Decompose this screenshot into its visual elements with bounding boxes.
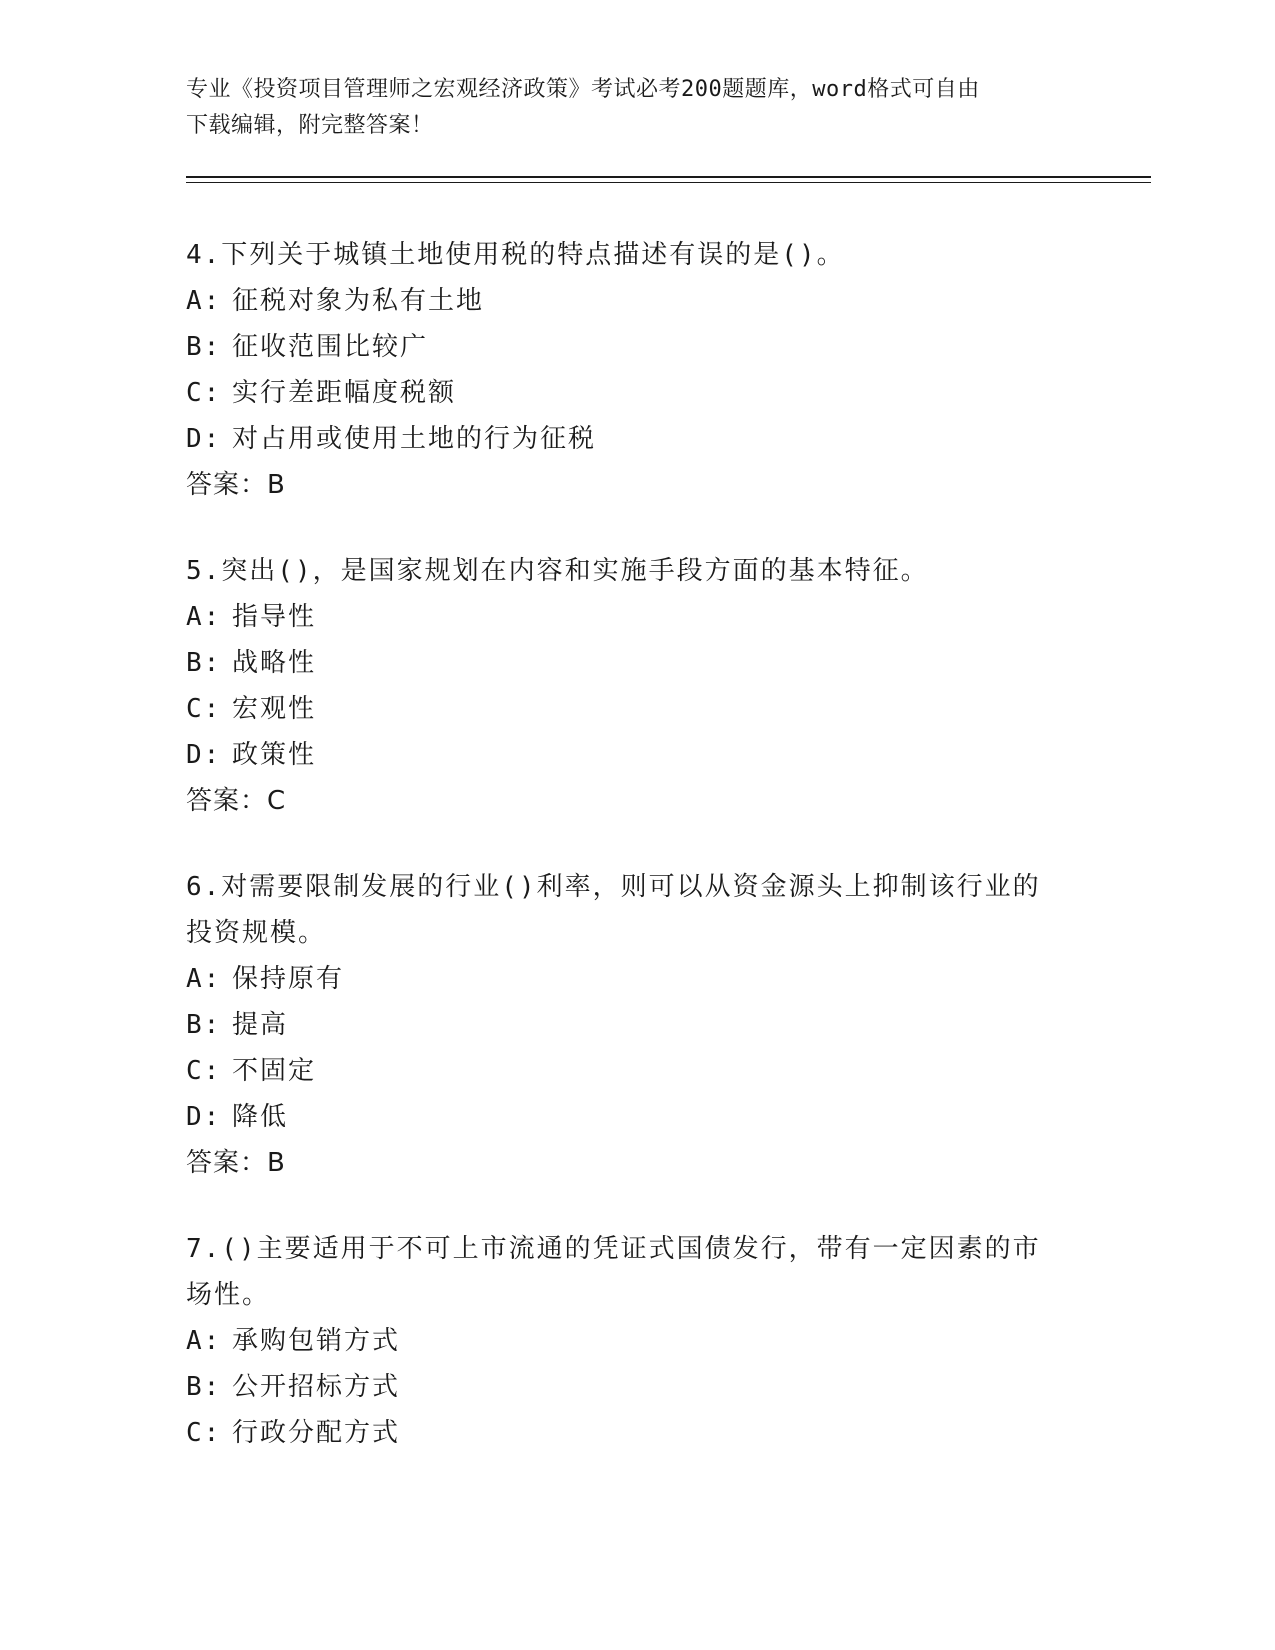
option-a	[186, 1318, 1066, 1364]
option-text: 提高	[232, 1010, 289, 1040]
option-text: 不固定	[232, 1056, 317, 1086]
option-letter: A:	[186, 964, 222, 994]
option-letter: A:	[186, 602, 222, 632]
answer-line: 答案：C	[186, 786, 287, 816]
option-c	[186, 1410, 1066, 1456]
question-stem: 7.()主要适用于不可上市流通的凭证式国债发行，带有一定因素的市场性。	[186, 1234, 1041, 1310]
option-text: 保持原有	[232, 964, 345, 994]
header-divider-thin	[186, 182, 1151, 183]
question-stem: 5.突出()，是国家规划在内容和实施手段方面的基本特征。	[186, 556, 929, 586]
option-letter: A:	[186, 286, 222, 316]
option-a	[186, 278, 1066, 324]
option-b	[186, 324, 1066, 370]
question-4	[186, 232, 1066, 508]
option-d	[186, 416, 1066, 462]
option-c	[186, 370, 1066, 416]
option-a	[186, 956, 1066, 1002]
header-line-2: 下载编辑，附完整答案！	[186, 113, 434, 138]
option-letter: C:	[186, 1056, 222, 1086]
option-c	[186, 1048, 1066, 1094]
option-letter: C:	[186, 694, 222, 724]
option-text: 行政分配方式	[232, 1418, 401, 1448]
question-list	[186, 232, 1066, 1496]
option-d	[186, 732, 1066, 778]
option-letter: C:	[186, 378, 222, 408]
option-a	[186, 594, 1066, 640]
question-stem: 4.下列关于城镇土地使用税的特点描述有误的是()。	[186, 240, 845, 270]
option-letter: B:	[186, 648, 222, 678]
option-letter: D:	[186, 1102, 222, 1132]
option-letter: B:	[186, 332, 222, 362]
option-b	[186, 1364, 1066, 1410]
option-text: 对占用或使用土地的行为征税	[232, 424, 597, 454]
option-c	[186, 686, 1066, 732]
option-text: 指导性	[232, 602, 317, 632]
option-text: 征收范围比较广	[232, 332, 429, 362]
question-6	[186, 864, 1066, 1186]
header-divider-thick	[186, 176, 1151, 178]
option-text: 实行差距幅度税额	[232, 378, 457, 408]
option-letter: D:	[186, 740, 222, 770]
option-letter: B:	[186, 1372, 222, 1402]
option-letter: B:	[186, 1010, 222, 1040]
option-text: 战略性	[232, 648, 317, 678]
document-header	[186, 72, 1066, 144]
option-text: 降低	[232, 1102, 289, 1132]
question-stem: 6.对需要限制发展的行业()利率，则可以从资金源头上抑制该行业的投资规模。	[186, 872, 1041, 948]
option-letter: D:	[186, 424, 222, 454]
answer-line: 答案：B	[186, 1148, 286, 1178]
answer-line: 答案：B	[186, 470, 286, 500]
question-5	[186, 548, 1066, 824]
header-line-1: 专业《投资项目管理师之宏观经济政策》考试必考200题题库，word格式可自由	[186, 77, 980, 102]
question-7	[186, 1226, 1066, 1456]
option-text: 征税对象为私有土地	[232, 286, 485, 316]
option-b	[186, 640, 1066, 686]
option-text: 承购包销方式	[232, 1326, 401, 1356]
option-d	[186, 1094, 1066, 1140]
option-letter: C:	[186, 1418, 222, 1448]
option-text: 公开招标方式	[232, 1372, 401, 1402]
option-b	[186, 1002, 1066, 1048]
option-text: 宏观性	[232, 694, 317, 724]
option-text: 政策性	[232, 740, 317, 770]
option-letter: A:	[186, 1326, 222, 1356]
